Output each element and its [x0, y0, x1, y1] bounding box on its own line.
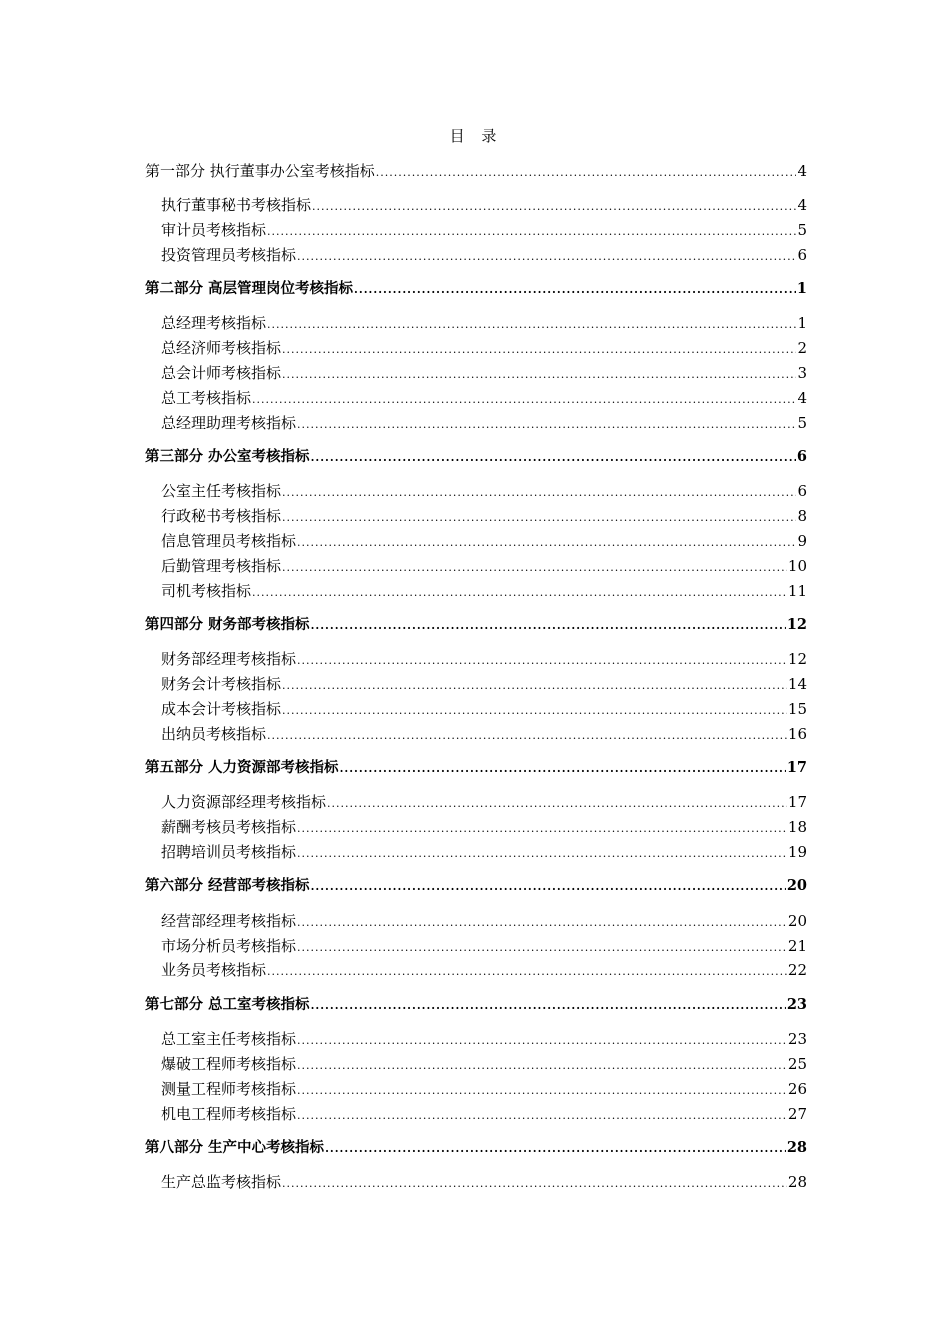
toc-entry[interactable]: [161, 936, 807, 956]
toc-page-number: 9: [797, 532, 807, 550]
toc-page-number: 5: [797, 414, 807, 432]
toc-entry-label: 总工室主任考核指标: [161, 1030, 297, 1048]
toc-leader-dots: [327, 794, 787, 814]
toc-entry-label: 总经理考核指标: [161, 314, 267, 332]
toc-entry[interactable]: [161, 842, 807, 862]
toc-entry[interactable]: [161, 313, 807, 333]
toc-entry-label: 爆破工程师考核指标: [161, 1055, 297, 1073]
toc-entry[interactable]: [161, 674, 807, 694]
toc-entry[interactable]: [161, 581, 807, 601]
toc-page-number: 20: [786, 877, 807, 894]
toc-entry[interactable]: [161, 413, 807, 433]
toc-page-number: 10: [787, 557, 807, 575]
toc-entry-label: 审计员考核指标: [161, 221, 267, 239]
toc-leader-dots: [297, 1106, 787, 1126]
toc-entry[interactable]: [161, 506, 807, 526]
toc-leader-dots: [297, 533, 796, 553]
toc-entry-label: 薪酬考核员考核指标: [161, 818, 297, 836]
toc-entry[interactable]: [161, 363, 807, 383]
toc-leader-dots: [282, 701, 787, 721]
toc-entry[interactable]: [161, 1104, 807, 1124]
toc-part-heading[interactable]: [145, 1138, 807, 1158]
toc-part-heading[interactable]: [145, 758, 807, 778]
toc-page-number: 19: [787, 843, 807, 861]
toc-entry[interactable]: [161, 792, 807, 812]
toc-page-number: 28: [787, 1173, 807, 1191]
toc-page-number: 1: [797, 314, 807, 332]
toc-page-number: 23: [787, 1030, 807, 1048]
toc-page-number: 5: [797, 221, 807, 239]
toc-entry[interactable]: [161, 220, 807, 240]
toc-entry-label: 第六部分 经营部考核指标: [145, 877, 310, 894]
toc-leader-dots: [340, 759, 786, 779]
toc-page-number: 25: [787, 1055, 807, 1073]
toc-entry-label: 生产总监考核指标: [161, 1173, 282, 1191]
toc-entry[interactable]: [161, 245, 807, 265]
toc-leader-dots: [376, 163, 797, 183]
toc-page-number: 4: [797, 162, 807, 180]
toc-title: 目 录: [449, 127, 503, 145]
toc-leader-dots: [252, 583, 787, 603]
toc-page-number: 12: [787, 650, 807, 668]
toc-entry-label: 信息管理员考核指标: [161, 532, 297, 550]
toc-leader-dots: [282, 365, 796, 385]
toc-entry-label: 总会计师考核指标: [161, 364, 282, 382]
toc-entry-label: 第一部分 执行董事办公室考核指标: [145, 162, 375, 180]
toc-page-number: 4: [797, 196, 807, 214]
toc-leader-dots: [252, 390, 796, 410]
toc-entry[interactable]: [161, 1172, 807, 1192]
toc-entry-label: 投资管理员考核指标: [161, 246, 297, 264]
toc-page-number: 2: [797, 339, 807, 357]
toc-entry-label: 第二部分 高层管理岗位考核指标: [145, 280, 354, 297]
toc-leader-dots: [297, 819, 787, 839]
toc-leader-dots: [354, 280, 796, 300]
toc-entry[interactable]: [161, 531, 807, 551]
toc-leader-dots: [297, 938, 787, 958]
toc-page-number: 16: [787, 725, 807, 743]
toc-entry-label: 总经理助理考核指标: [161, 414, 297, 432]
toc-leader-dots: [297, 247, 796, 267]
toc-page-number: 8: [797, 507, 807, 525]
toc-leader-dots: [311, 996, 786, 1016]
toc-entry-label: 第五部分 人力资源部考核指标: [145, 759, 339, 776]
toc-leader-dots: [282, 676, 787, 696]
toc-leader-dots: [267, 726, 787, 746]
toc-page-number: 27: [787, 1105, 807, 1123]
toc-page-number: 17: [786, 759, 807, 776]
toc-page-number: 12: [786, 616, 807, 633]
toc-part-heading[interactable]: [145, 995, 807, 1015]
toc-part-heading[interactable]: [145, 447, 807, 467]
toc-entry[interactable]: [161, 724, 807, 744]
toc-entry-label: 市场分析员考核指标: [161, 937, 297, 955]
toc-entry[interactable]: [161, 1079, 807, 1099]
toc-entry-label: 出纳员考核指标: [161, 725, 267, 743]
toc-entry[interactable]: [161, 481, 807, 501]
toc-page-number: 21: [787, 937, 807, 955]
toc-entry-label: 总工考核指标: [161, 389, 252, 407]
toc-entry-label: 财务部经理考核指标: [161, 650, 297, 668]
toc-entry-label: 经营部经理考核指标: [161, 912, 297, 930]
toc-leader-dots: [311, 616, 786, 636]
toc-entry-label: 司机考核指标: [161, 582, 252, 600]
toc-entry-label: 行政秘书考核指标: [161, 507, 282, 525]
toc-leader-dots: [297, 1056, 787, 1076]
toc-entry-label: 第八部分 生产中心考核指标: [145, 1139, 325, 1156]
toc-leader-dots: [311, 877, 786, 897]
toc-page-number: 1: [796, 280, 807, 297]
toc-entry-label: 公室主任考核指标: [161, 482, 282, 500]
toc-entry[interactable]: [161, 1054, 807, 1074]
toc-entry-label: 机电工程师考核指标: [161, 1105, 297, 1123]
toc-entry[interactable]: [161, 649, 807, 669]
toc-leader-dots: [267, 222, 796, 242]
toc-entry-label: 执行董事秘书考核指标: [161, 196, 312, 214]
toc-page-number: 4: [797, 389, 807, 407]
toc-part-heading[interactable]: [145, 615, 807, 635]
toc-entry[interactable]: [161, 911, 807, 931]
toc-page-number: 14: [787, 675, 807, 693]
toc-entry-label: 招聘培训员考核指标: [161, 843, 297, 861]
toc-entry-label: 第三部分 办公室考核指标: [145, 448, 310, 465]
toc-entry-label: 第七部分 总工室考核指标: [145, 996, 310, 1013]
toc-leader-dots: [282, 483, 796, 503]
toc-part-heading[interactable]: [145, 279, 807, 299]
toc-leader-dots: [297, 651, 787, 671]
toc-page-number: 20: [787, 912, 807, 930]
toc-entry-label: 财务会计考核指标: [161, 675, 282, 693]
toc-entry[interactable]: [161, 388, 807, 408]
toc-page-number: 11: [787, 582, 807, 600]
toc-entry[interactable]: [161, 1029, 807, 1049]
toc-leader-dots: [325, 1139, 786, 1159]
toc-entry-label: 成本会计考核指标: [161, 700, 282, 718]
toc-page-number: 23: [786, 996, 807, 1013]
toc-entry-label: 总经济师考核指标: [161, 339, 282, 357]
toc-leader-dots: [267, 962, 787, 982]
toc-page-number: 22: [787, 961, 807, 979]
toc-leader-dots: [297, 913, 787, 933]
toc-page-number: 18: [787, 818, 807, 836]
toc-page-number: 6: [796, 448, 807, 465]
toc-page-number: 6: [797, 246, 807, 264]
toc-part-heading[interactable]: [145, 161, 807, 181]
toc-entry-label: 测量工程师考核指标: [161, 1080, 297, 1098]
toc-entry[interactable]: [161, 699, 807, 719]
toc-leader-dots: [312, 197, 796, 217]
toc-leader-dots: [267, 315, 796, 335]
toc-leader-dots: [297, 1031, 787, 1051]
toc-page-number: 28: [786, 1139, 807, 1156]
toc-entry[interactable]: [161, 960, 807, 980]
toc-entry-label: 业务员考核指标: [161, 961, 267, 979]
toc-leader-dots: [297, 415, 796, 435]
toc-page-number: 3: [797, 364, 807, 382]
toc-entry[interactable]: [161, 817, 807, 837]
toc-page-number: 15: [787, 700, 807, 718]
toc-entry[interactable]: [161, 338, 807, 358]
toc-entry-label: 第四部分 财务部考核指标: [145, 616, 310, 633]
toc-leader-dots: [282, 508, 796, 528]
toc-part-heading[interactable]: [145, 876, 807, 896]
toc-entry-label: 后勤管理考核指标: [161, 557, 282, 575]
toc-entry[interactable]: [161, 556, 807, 576]
toc-page-number: 17: [787, 793, 807, 811]
toc-leader-dots: [297, 1081, 787, 1101]
toc-leader-dots: [311, 448, 796, 468]
toc-leader-dots: [282, 340, 796, 360]
toc-leader-dots: [282, 1174, 787, 1194]
toc-entry[interactable]: [161, 195, 807, 215]
toc-page-number: 26: [787, 1080, 807, 1098]
toc-page-number: 6: [797, 482, 807, 500]
toc-entry-label: 人力资源部经理考核指标: [161, 793, 327, 811]
toc-leader-dots: [282, 558, 787, 578]
toc-leader-dots: [297, 844, 787, 864]
